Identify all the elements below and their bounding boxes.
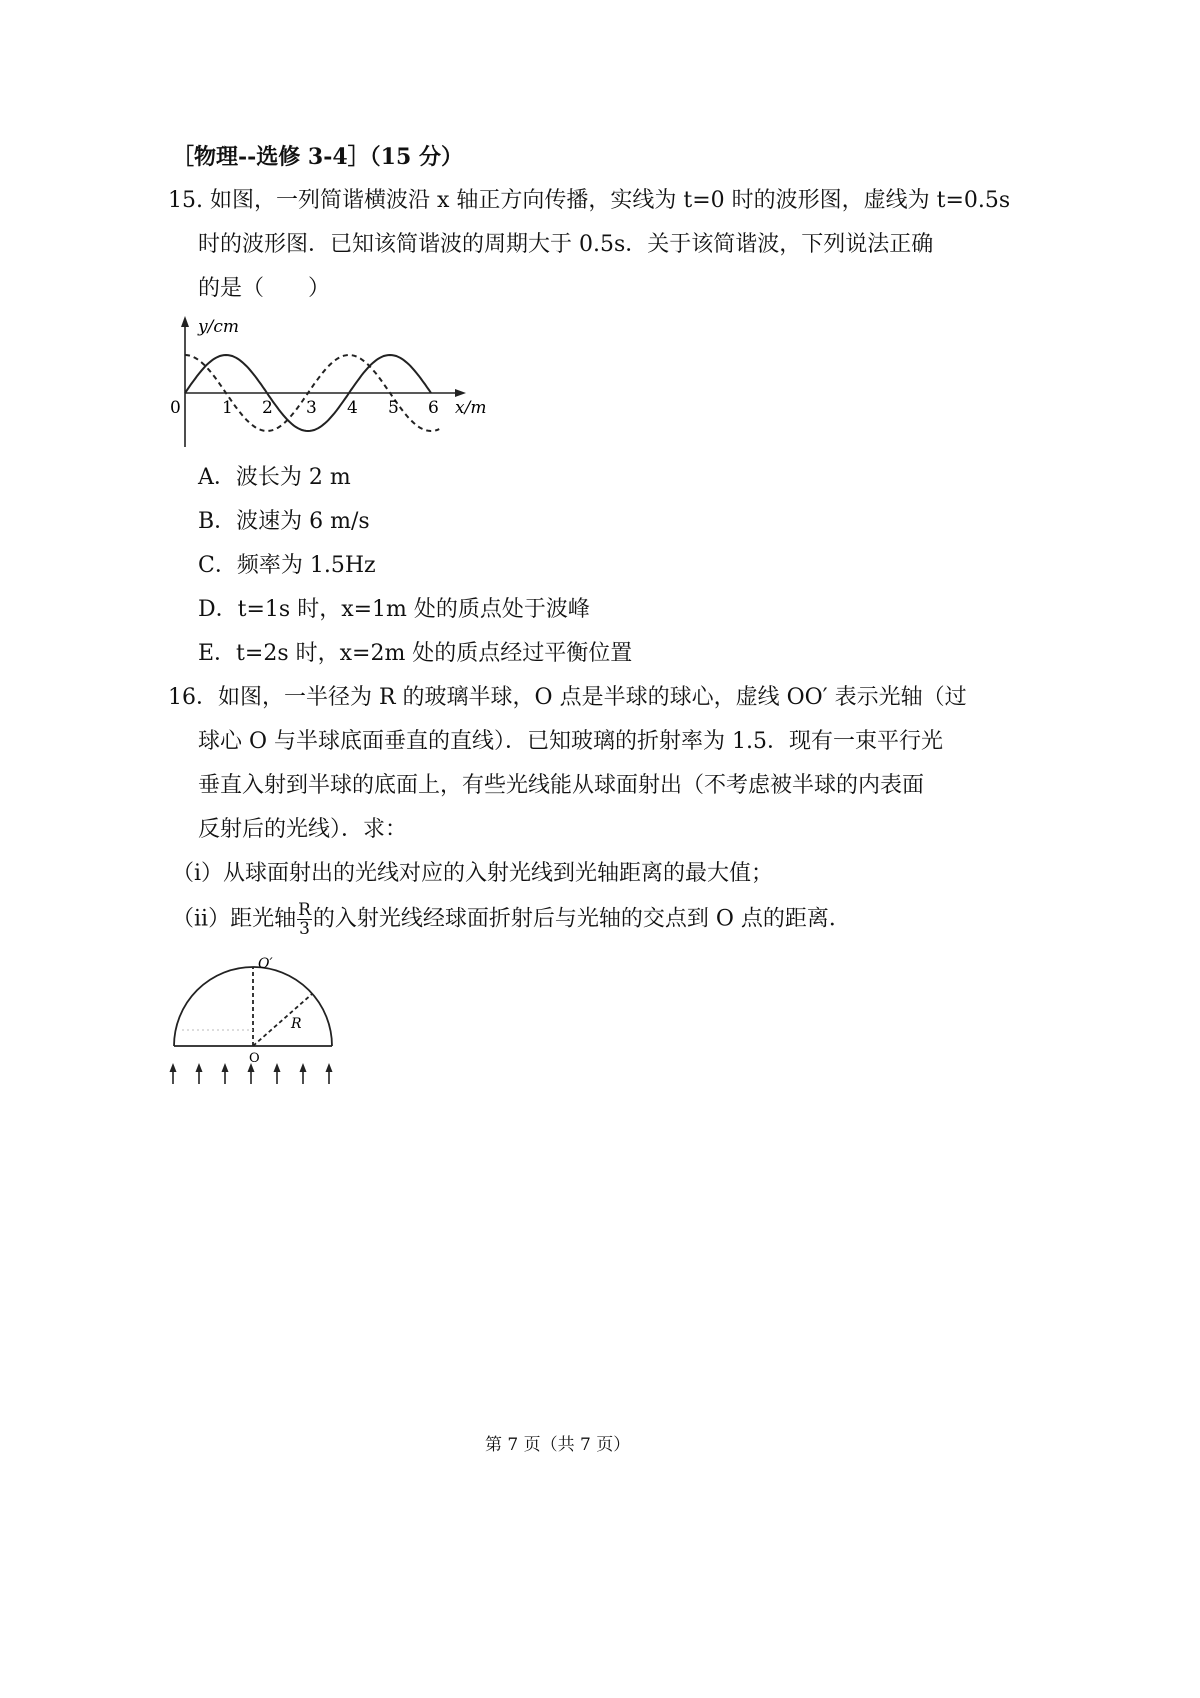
q16-line-2: 球心 O 与半球底面垂直的直线）．已知玻璃的折射率为 1.5．现有一束平行光 bbox=[198, 729, 944, 754]
x-tick-3: 3 bbox=[306, 398, 317, 418]
origin-label: 0 bbox=[170, 398, 181, 418]
fraction-numerator: R bbox=[298, 900, 311, 920]
q15-option-e: E．t=2s 时，x=2m 处的质点经过平衡位置 bbox=[198, 641, 633, 666]
incident-light-arrows bbox=[170, 1063, 333, 1084]
label-o-prime: O′ bbox=[258, 956, 273, 972]
x-axis-arrow bbox=[455, 389, 466, 397]
x-tick-2: 2 bbox=[262, 398, 273, 418]
fraction-r-over-3 bbox=[297, 901, 312, 938]
light-arrow-head bbox=[196, 1063, 203, 1072]
q16-line-3: 垂直入射到半球的底面上，有些光线能从球面射出（不考虑被半球的内表面 bbox=[198, 773, 925, 798]
q15-option-a: A．波长为 2 m bbox=[198, 465, 351, 490]
radius-dashed bbox=[253, 994, 312, 1046]
section-header: ［物理--选修 3-4］（15 分） bbox=[172, 144, 463, 170]
q16-part-1: （i）从球面射出的光线对应的入射光线到光轴距离的最大值； bbox=[172, 861, 774, 886]
q16-part-2-suffix: 的入射光线经球面折射后与光轴的交点到 O 点的距离． bbox=[312, 906, 851, 932]
q16-part-2-prefix: （ii）距光轴 bbox=[172, 906, 297, 932]
x-axis-label: x/m bbox=[455, 398, 487, 418]
hemisphere-figure bbox=[160, 950, 350, 1090]
label-o: O bbox=[249, 1051, 260, 1066]
q15-line-2: 时的波形图．已知该简谐波的周期大于 0.5s．关于该简谐波，下列说法正确 bbox=[198, 232, 934, 257]
page-footer: 第 7 页（共 7 页） bbox=[485, 1435, 631, 1455]
light-arrow-head bbox=[274, 1063, 281, 1072]
x-tick-1: 1 bbox=[222, 398, 233, 418]
q15-line-1: 15. 如图，一列简谐横波沿 x 轴正方向传播，实线为 t=0 时的波形图，虚线为 t=0.5s bbox=[168, 188, 1011, 213]
fraction-denominator: 3 bbox=[299, 919, 310, 939]
y-axis-arrow bbox=[181, 316, 189, 327]
q15-option-d: D．t=1s 时，x=1m 处的质点处于波峰 bbox=[198, 597, 590, 622]
x-tick-5: 5 bbox=[388, 398, 399, 418]
x-tick-6: 6 bbox=[428, 398, 439, 418]
label-r: R bbox=[291, 1016, 302, 1032]
light-arrow-head bbox=[300, 1063, 307, 1072]
q15-option-c: C．频率为 1.5Hz bbox=[198, 553, 376, 578]
y-axis-label: y/cm bbox=[198, 317, 239, 337]
light-arrow-head bbox=[326, 1063, 333, 1072]
q16-line-4: 反射后的光线）．求： bbox=[198, 817, 408, 842]
q16-part-2 bbox=[172, 901, 851, 938]
x-tick-4: 4 bbox=[347, 398, 358, 418]
q16-line-1: 16．如图，一半径为 R 的玻璃半球，O 点是半球的球心，虚线 OO′ 表示光轴（过 bbox=[168, 685, 967, 710]
light-arrow-head bbox=[170, 1063, 177, 1072]
q15-line-3: 的是（ ） bbox=[198, 276, 331, 301]
wave-graph bbox=[160, 312, 500, 452]
q15-option-b: B．波速为 6 m/s bbox=[198, 509, 370, 534]
hemisphere-arc bbox=[174, 967, 332, 1046]
light-arrow-head bbox=[222, 1063, 229, 1072]
